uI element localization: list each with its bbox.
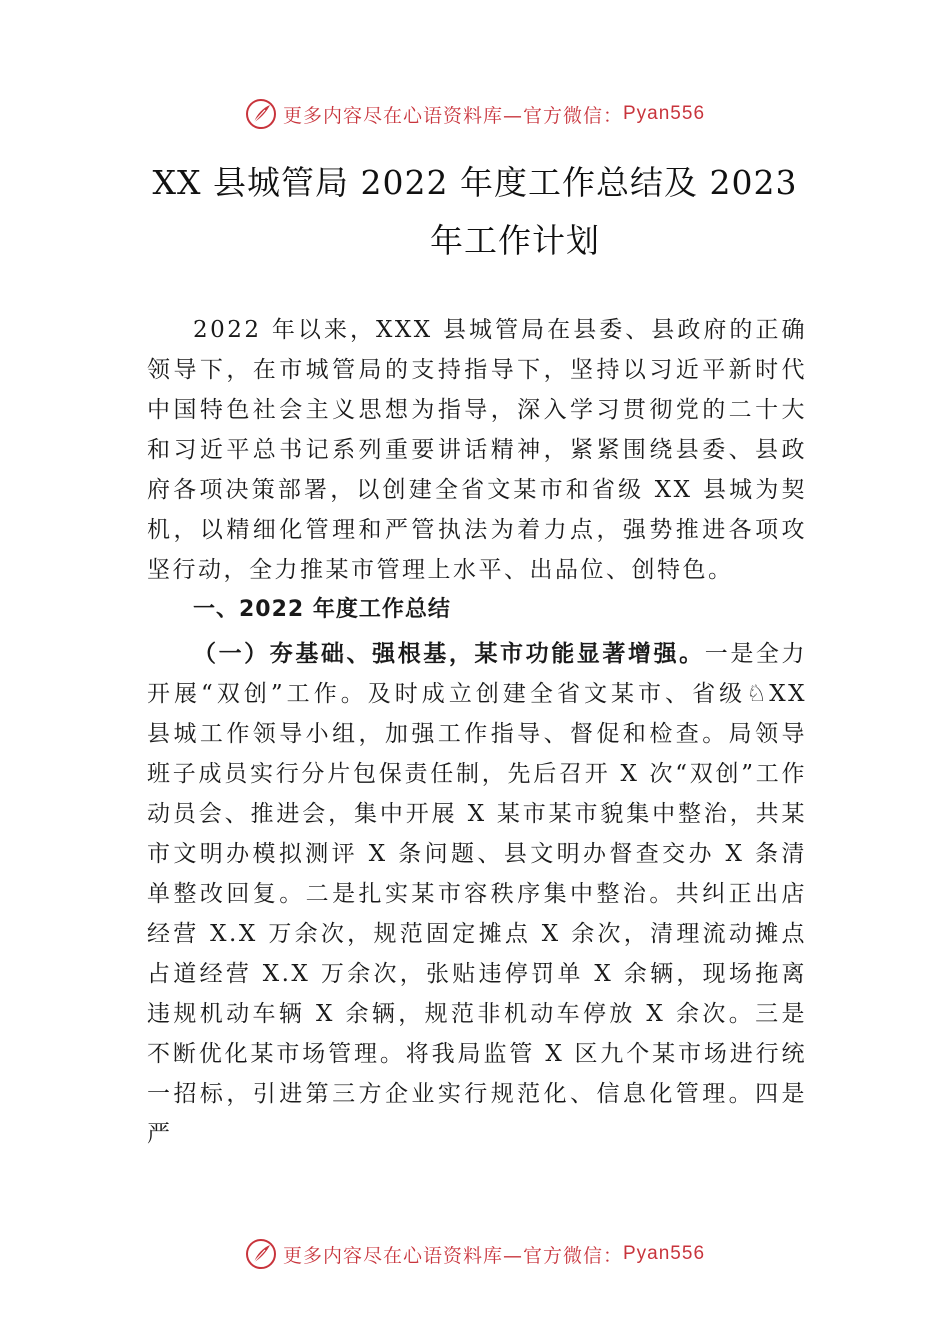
quill-feather-icon <box>245 98 277 130</box>
watermark-text: 更多内容尽在心语资料库—官方微信： <box>282 1244 623 1267</box>
watermark-wechat-id: Pyan556 <box>623 103 706 124</box>
intro-paragraph: 2022 年以来，XXX 县城管局在县委、县政府的正确领导下，在市城管局的支持指导下，坚持以习近平新时代中国特色社会主义思想为指导，深入学习贯彻党的二十大和习近平总书记系列重要讲话精神，紧紧围绕县委、县政府各项决策部署，以创建全省文某市和省级 XX 县城为契机，以精细化管理和严管执法为着力点，强势推进各项攻坚行动，全力推某市管理上水平、出品位、创特色。 <box>147 317 807 583</box>
quill-feather-icon <box>245 1238 277 1270</box>
paragraph-text: 一是全力开展“双创”工作。及时成立创建全省文某市、省级♘XX 县城工作领导小组，加强工作指导、督促和检查。局领导班子成员实行分片包保责任制，先后召开 X 次“双创”工作动员会、推进会，集中开展 X 某市某市貌集中整治，共某市文明办模拟测评 X 条问题、县文明办督查交办 X 条清单整改回复。二是扎实某市容秩序集中整治。共纠正出店经营 X.X 万余次，规范固定摊点 X 余次，清理流动摊点占道经营 X.X 万余次，张贴违停罚单 X 余辆，现场拖离违规机动车辆 X 余辆，规范非机动车停放 X 余次。三是不断优化某市场管理。将我局监管 X 区九个某市场进行统一招标，引进第三方企业实行规范化、信息化管理。四是严 <box>147 641 808 1147</box>
watermark-footer <box>0 1238 950 1270</box>
document-body <box>147 310 807 1154</box>
document-title-line2: 年工作计划 <box>430 221 600 260</box>
section-heading: 一、2022 年度工作总结 <box>193 597 451 622</box>
watermark-text: 更多内容尽在心语资料库—官方微信： <box>282 104 623 127</box>
document-title-line1: XX 县城管局 2022 年度工作总结及 2023 <box>152 163 798 202</box>
watermark-wechat-id: Pyan556 <box>623 1243 706 1264</box>
section-paragraph <box>147 634 807 1154</box>
paragraph-lead: （一）夯基础、强根基，某市功能显著增强。 <box>193 640 705 667</box>
watermark-header <box>0 98 950 130</box>
